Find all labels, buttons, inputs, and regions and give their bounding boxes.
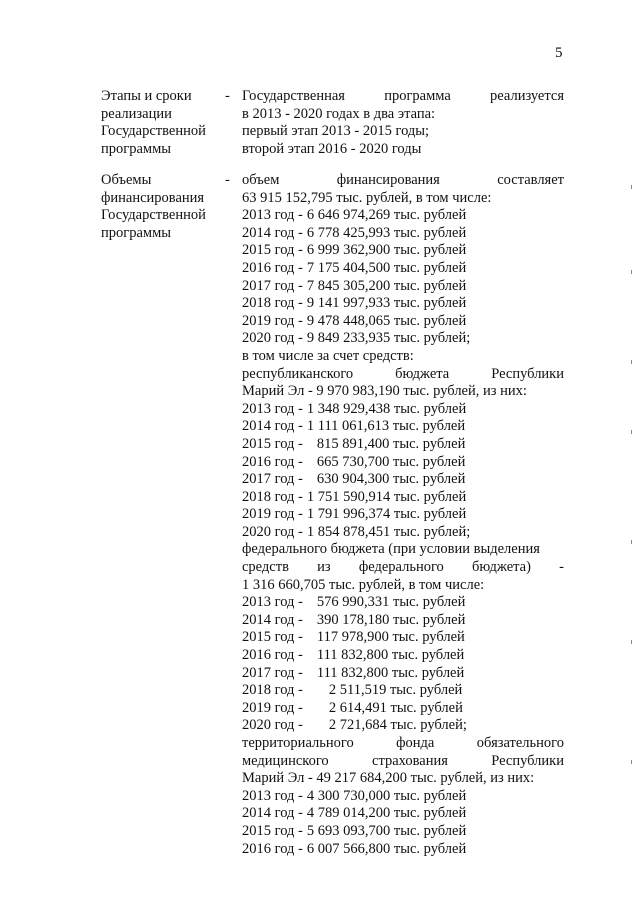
year-label: 2015 год - [242, 822, 303, 839]
amount-value: 1 791 996,374 тыс. рублей [306, 506, 467, 523]
financing-content [242, 172, 564, 858]
year-label: 2018 год - [242, 682, 303, 699]
year-amount-row [242, 717, 564, 735]
years-federal-list [242, 594, 564, 735]
year-label: 2020 год - [242, 330, 303, 347]
year-amount-row [242, 454, 564, 472]
year-label: 2019 год - [242, 699, 303, 716]
amount-value: 6 999 362,900 тыс. рублей [306, 242, 467, 259]
amount-value: 5 693 093,700 тыс. рублей [306, 822, 467, 839]
year-label: 2019 год - [242, 506, 303, 523]
scan-mark [631, 270, 632, 274]
year-label: 2013 год - [242, 787, 303, 804]
amount-value: 9 478 448,065 тыс. рублей [306, 312, 467, 329]
year-amount-row [242, 295, 564, 313]
year-label: 2016 год - [242, 840, 303, 857]
year-label: 2016 год - [242, 647, 303, 664]
year-label: 2020 год - [242, 717, 303, 734]
year-amount-row [242, 629, 564, 647]
year-label: 2014 год - [242, 224, 303, 241]
year-label: 2013 год - [242, 400, 303, 417]
year-amount-row [242, 225, 564, 243]
scan-mark [631, 185, 632, 189]
year-amount-row [242, 841, 564, 859]
amount-value: 7 845 305,200 тыс. рублей [306, 277, 467, 294]
year-label: 2015 год - [242, 242, 303, 259]
scan-mark [631, 430, 632, 434]
years-republic-list [242, 401, 564, 542]
sources-intro: в том числе за счет средств: [242, 347, 414, 364]
year-amount-row [242, 489, 564, 507]
federal-line-2: средств из федерального бюджета) - [242, 559, 564, 576]
amount-value: 4 789 014,200 тыс. рублей [306, 805, 467, 822]
federal-line-1: федерального бюджета (при условии выделения [242, 541, 540, 558]
financing-intro: объем финансирования составляет [242, 172, 564, 188]
year-label: 2019 год - [242, 312, 303, 329]
year-amount-row [242, 278, 564, 296]
financing-label: Объемы финансирования Государственной программы [101, 172, 206, 241]
scan-mark [631, 540, 632, 544]
amount-value: 117 978,900 тыс. рублей [316, 629, 465, 646]
year-amount-row [242, 665, 564, 683]
amount-value: 1 111 061,613 тыс. рублей [306, 418, 466, 435]
year-label: 2015 год - [242, 629, 303, 646]
amount-value: 4 300 730,000 тыс. рублей [306, 787, 467, 804]
year-label: 2014 год - [242, 418, 303, 435]
financing-dash: - [225, 172, 230, 188]
scan-mark [631, 360, 632, 364]
year-label: 2014 год - [242, 805, 303, 822]
republic-budget-line: республиканского бюджета Республики [242, 365, 564, 382]
year-label: 2016 год - [242, 259, 303, 276]
fund-line-2: медицинского страхования Республики [242, 752, 564, 769]
year-label: 2018 год - [242, 295, 303, 312]
year-amount-row [242, 612, 564, 630]
year-amount-row [242, 207, 564, 225]
amount-value: 390 178,180 тыс. рублей [316, 611, 466, 628]
year-label: 2013 год - [242, 594, 303, 611]
amount-value: 7 175 404,500 тыс. рублей [306, 259, 467, 276]
year-amount-row [242, 700, 564, 718]
year-label: 2016 год - [242, 453, 303, 470]
year-amount-row [242, 401, 564, 419]
year-amount-row [242, 594, 564, 612]
amount-value: 2 721,684 тыс. рублей; [328, 717, 467, 734]
year-amount-row [242, 260, 564, 278]
amount-value: 9 141 997,933 тыс. рублей [306, 295, 467, 312]
amount-value: 1 751 590,914 тыс. рублей [306, 488, 467, 505]
amount-value: 6 646 974,269 тыс. рублей [306, 207, 467, 224]
amount-value: 9 849 233,935 тыс. рублей; [306, 330, 471, 347]
year-label: 2017 год - [242, 471, 303, 488]
year-amount-row [242, 524, 564, 542]
stages-dash: - [225, 88, 230, 104]
amount-value: 6 778 425,993 тыс. рублей [306, 224, 467, 241]
amount-value: 6 007 566,800 тыс. рублей [306, 840, 467, 857]
year-label: 2013 год - [242, 207, 303, 224]
year-label: 2018 год - [242, 488, 303, 505]
fund-line-1: территориального фонда обязательного [242, 735, 564, 751]
republic-total: Марий Эл - 9 970 983,190 тыс. рублей, из них: [242, 383, 527, 400]
years-total-list [242, 207, 564, 348]
year-amount-row [242, 788, 564, 806]
amount-value: 576 990,331 тыс. рублей [316, 594, 466, 611]
amount-value: 815 891,400 тыс. рублей [316, 435, 466, 452]
amount-value: 665 730,700 тыс. рублей [316, 453, 466, 470]
amount-value: 1 854 878,451 тыс. рублей; [306, 523, 471, 540]
fund-total: Марий Эл - 49 217 684,200 тыс. рублей, из них: [242, 770, 535, 787]
year-label: 2014 год - [242, 611, 303, 628]
years-fund-list [242, 788, 564, 858]
amount-value: 2 614,491 тыс. рублей [328, 699, 463, 716]
page-number: 5 [555, 45, 563, 61]
stages-content: Государственная программа реализуется в 2013 - 2020 годах в два этапа: первый этап 2013 - 2015 годы; второй этап 2016 - 2020 годы [242, 88, 564, 157]
amount-value: 630 904,300 тыс. рублей [316, 471, 466, 488]
year-amount-row [242, 805, 564, 823]
year-amount-row [242, 823, 564, 841]
amount-value: 111 832,800 тыс. рублей [316, 647, 465, 664]
amount-value: 2 511,519 тыс. рублей [328, 682, 463, 699]
year-amount-row [242, 647, 564, 665]
scan-mark [631, 640, 632, 644]
year-label: 2017 год - [242, 277, 303, 294]
year-amount-row [242, 242, 564, 260]
year-amount-row [242, 436, 564, 454]
stages-label: Этапы и сроки реализации Государственной программы [101, 88, 206, 157]
financing-total: 63 915 152,795 тыс. рублей, в том числе: [242, 189, 492, 206]
year-amount-row [242, 313, 564, 331]
amount-value: 1 348 929,438 тыс. рублей [306, 400, 467, 417]
stages-first-line: Государственная программа реализуется [242, 88, 564, 104]
year-amount-row [242, 330, 564, 348]
year-amount-row [242, 418, 564, 436]
year-amount-row [242, 682, 564, 700]
year-amount-row [242, 506, 564, 524]
year-label: 2017 год - [242, 664, 303, 681]
amount-value: 111 832,800 тыс. рублей [316, 664, 465, 681]
year-amount-row [242, 471, 564, 489]
scan-mark [631, 760, 632, 764]
year-label: 2020 год - [242, 523, 303, 540]
federal-total: 1 316 660,705 тыс. рублей, в том числе: [242, 576, 485, 593]
year-label: 2015 год - [242, 435, 303, 452]
